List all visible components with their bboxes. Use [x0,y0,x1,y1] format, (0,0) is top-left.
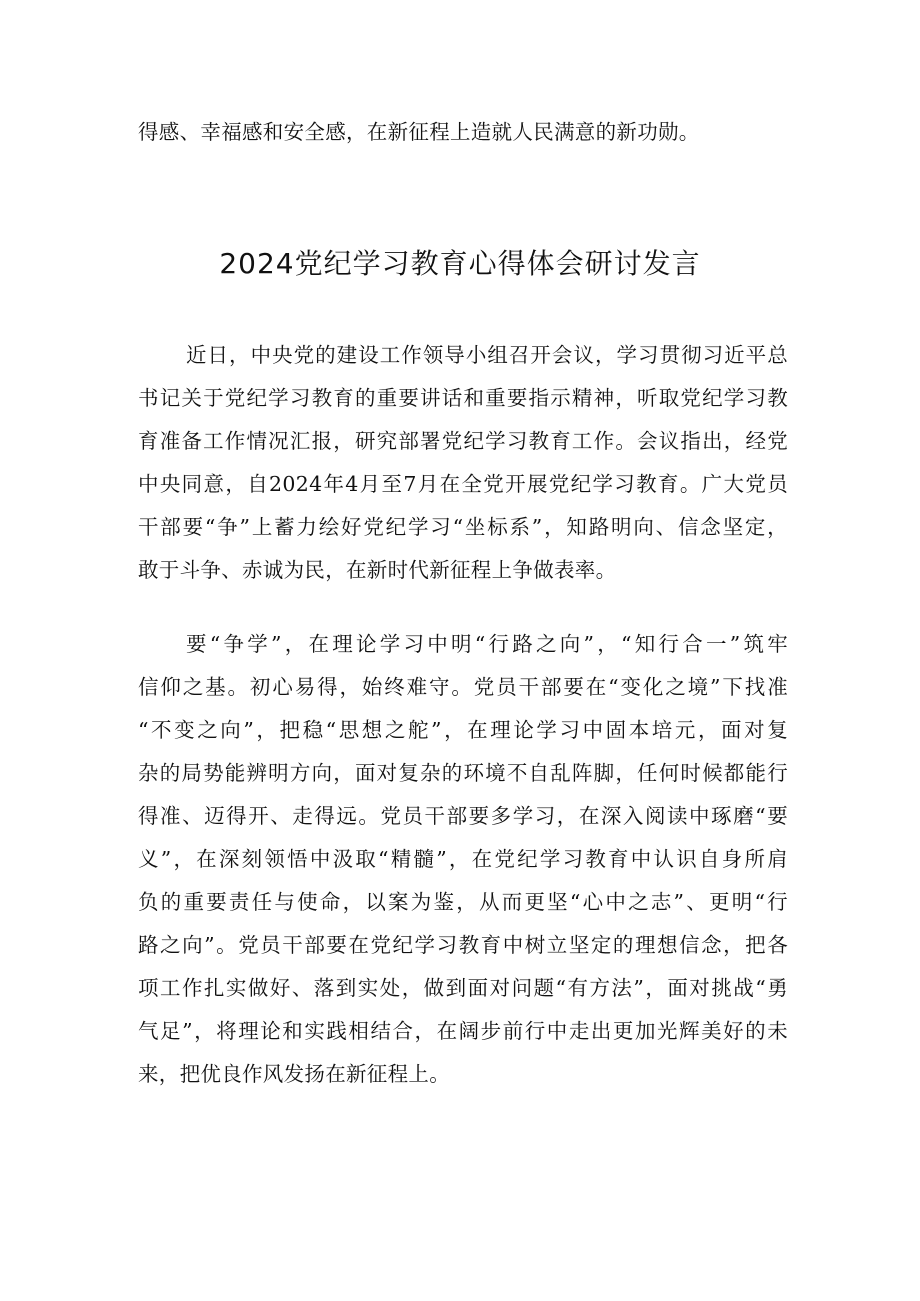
paragraph-line: “不变之向”，把稳“思想之舵”，在理论学习中固本培元，面对复 [138,718,788,742]
page-title: 2024党纪学习教育心得体会研讨发言 [219,247,701,280]
paragraph-line: 义”，在深刻领悟中汲取“精髓”，在党纪学习教育中认识自身所肩 [138,847,788,871]
paragraph-line: 路之向”。党员干部要在党纪学习教育中树立坚定的理想信念，把各 [138,933,788,957]
lead-line: 得感、幸福感和安全感，在新征程上造就人民满意的新功勋。 [138,120,700,144]
paragraph-line: 来，把优良作风发扬在新征程上。 [138,1062,450,1086]
paragraph-line: 气足”，将理论和实践相结合，在阔步前行中走出更加光辉美好的未 [138,1019,788,1043]
paragraph-line: 书记关于党纪学习教育的重要讲话和重要指示精神，听取党纪学习教 [138,386,788,410]
paragraph-line: 近日，中央党的建设工作领导小组召开会议，学习贯彻习近平总 [186,343,788,367]
paragraph-line: 项工作扎实做好、落到实处，做到面对问题“有方法”，面对挑战“勇 [138,976,788,1000]
paragraph-line: 干部要“争”上蓄力绘好党纪学习“坐标系”，知路明向、信念坚定， [138,515,788,539]
paragraph-line: 负的重要责任与使命，以案为鉴，从而更坚“心中之志”、更明“行 [138,890,788,914]
paragraph-line: 中央同意，自2024年4月至7月在全党开展党纪学习教育。广大党员 [138,472,788,496]
paragraph-line: 得准、迈得开、走得远。党员干部要多学习，在深入阅读中琢磨“要 [138,804,788,828]
paragraph-line: 杂的局势能辨明方向，面对复杂的环境不自乱阵脚，任何时候都能行 [138,761,788,785]
paragraph-line: 育准备工作情况汇报，研究部署党纪学习教育工作。会议指出，经党 [138,429,788,453]
paragraph-line: 敢于斗争、赤诚为民，在新时代新征程上争做表率。 [138,558,617,582]
paragraph-line: 信仰之基。初心易得，始终难守。党员干部要在“变化之境”下找准 [138,675,788,699]
paragraph-line: 要“争学”，在理论学习中明“行路之向”，“知行合一”筑牢 [186,632,788,656]
